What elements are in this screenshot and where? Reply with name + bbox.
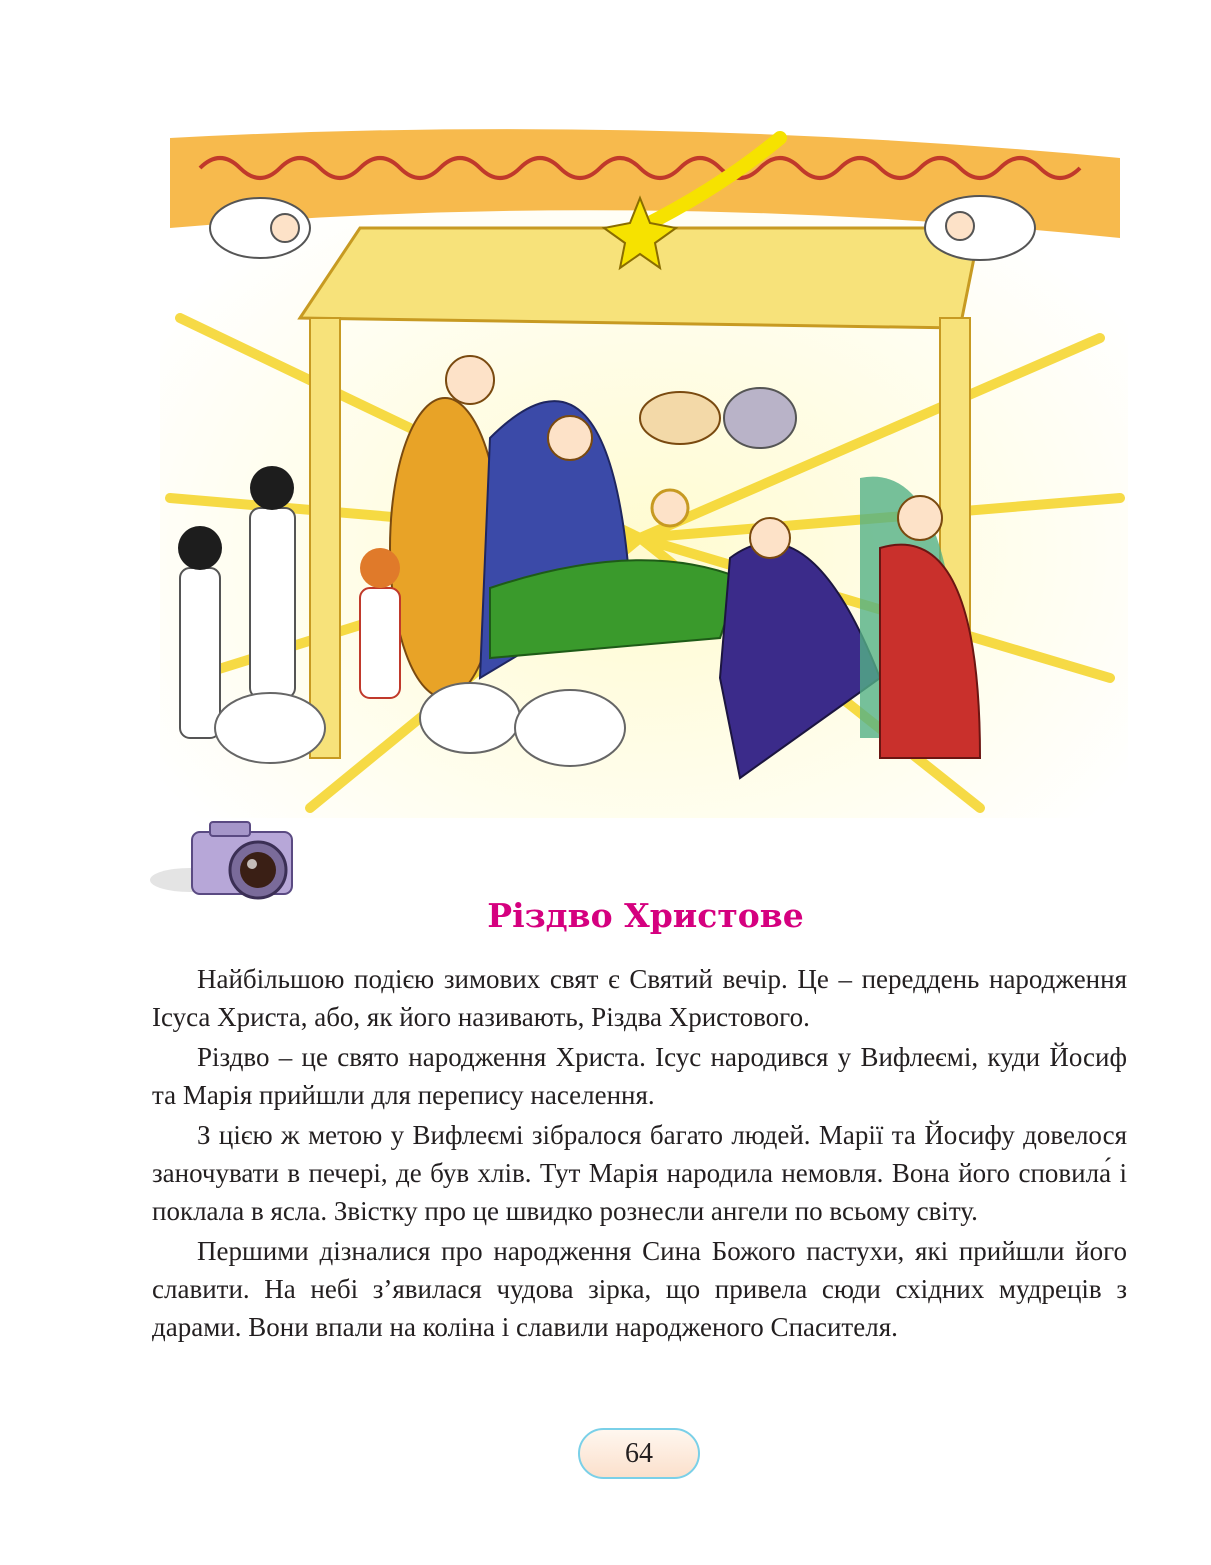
paragraph: Різдво – це свято народження Христа. Ісус народився у Вифлеємі, куди Йосиф та Марія прийшли для перепису населення. — [152, 1042, 1127, 1110]
paragraph: З цією ж метою у Вифлеємі зібралося багато людей. Марії та Йосифу довелося заночувати в печері, де був хлів. Тут Марія народила немовля. Вона його сповила́ і поклала в ясла. Звістку про це швидко рознесли ангели по всьому світу. — [152, 1120, 1127, 1226]
page-title: Різдво Христове — [487, 896, 804, 935]
paragraph: Першими дізналися про народження Сина Божого пастухи, які прийшли його славити. На небі з’явилася чудова зірка, що привела сюди східних мудреців з дарами. Вони впали на коліна і славили народженого Спасителя. — [152, 1236, 1127, 1342]
paragraph: Найбільшою подією зимових свят є Святий вечір. Це – переддень народження Ісуса Христа, або, як його називають, Різдва Христового. — [152, 964, 1127, 1032]
camera-icon — [150, 810, 300, 905]
nativity-illustration — [160, 118, 1128, 818]
page-number: 64 — [578, 1428, 700, 1479]
body-text — [152, 960, 1127, 1348]
